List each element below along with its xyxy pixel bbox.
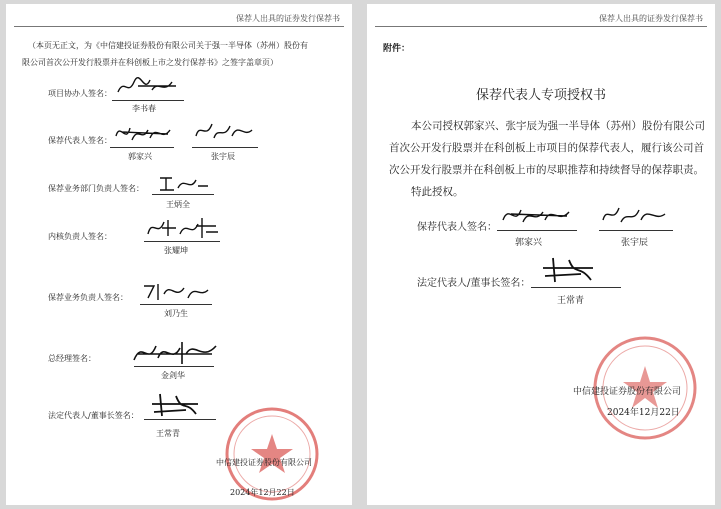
signature-page-left — [6, 4, 352, 505]
signature-zhang-yuchen — [192, 116, 258, 146]
attachment-label: 附件： — [383, 44, 411, 54]
signer-name: 王炳全 — [166, 200, 190, 209]
rep-sign-label: 保荐代表人签名： — [417, 222, 497, 233]
signature-li-shuchun — [114, 72, 184, 100]
company-name: 中信建投证券股份有限公司 — [216, 458, 312, 467]
company-name: 中信建投证券股份有限公司 — [573, 387, 682, 397]
signature-zhang-yaokun — [144, 214, 224, 242]
page-header: 保荐人出具的证券发行保荐书 — [236, 14, 340, 23]
signature-wang-changqing — [537, 254, 601, 286]
sign-line — [140, 304, 212, 305]
dept-head-sign-label: 保荐业务部门负责人签名： — [48, 184, 144, 193]
signer-name: 王常青 — [557, 296, 585, 306]
sign-line — [144, 241, 220, 242]
doc-title: 保荐代表人专项授权书 — [475, 88, 606, 103]
note-line-1: （本页无正文，为《中信建投证券股份有限公司关于强一半导体（苏州）股份有 — [28, 41, 308, 50]
business-head-sign-label: 保荐业务负责人签名： — [48, 293, 128, 302]
sign-line — [112, 100, 184, 101]
signature-liu-naisheng — [140, 278, 212, 304]
signature-wang-bingquan — [156, 172, 212, 194]
signature-wang-changqing — [146, 390, 206, 420]
authorization-page-right — [367, 4, 715, 505]
sign-line — [599, 230, 673, 231]
sign-date: 2024年12月22日 — [230, 488, 295, 497]
signature-jin-jianhua — [128, 336, 224, 370]
gm-sign-label: 总经理签名： — [48, 354, 96, 363]
signer-name: 郭家兴 — [515, 238, 543, 248]
signer-name: 郭家兴 — [128, 152, 152, 161]
signer-name: 金剑华 — [161, 371, 185, 380]
sign-line — [110, 147, 174, 148]
chairman-sign-label: 法定代表人/董事长签名： — [417, 278, 531, 289]
signature-guo-jiaxing — [112, 118, 174, 148]
sign-line — [152, 194, 214, 195]
signer-name: 李书春 — [132, 104, 156, 113]
body-line: 次公开发行股票并在科创板上市的尽职推荐和持续督导的保荐职责。 — [389, 164, 704, 176]
body-line: 特此授权。 — [411, 186, 464, 198]
sign-line — [531, 287, 621, 288]
body-line: 本公司授权郭家兴、张宇辰为强一半导体（苏州）股份有限公司 — [411, 120, 705, 132]
signer-name: 张宇辰 — [211, 152, 235, 161]
signer-name: 刘乃生 — [164, 309, 188, 318]
assistant-sign-label: 项目协办人签名： — [48, 89, 112, 98]
risk-head-sign-label: 内核负责人签名： — [48, 232, 112, 241]
header-rule — [375, 26, 707, 27]
sign-date: 2024年12月22日 — [607, 408, 680, 418]
signer-name: 张宇辰 — [621, 238, 649, 248]
sign-line — [497, 230, 577, 231]
header-rule — [14, 26, 344, 27]
sign-line — [134, 366, 214, 367]
signer-name: 张耀坤 — [164, 246, 188, 255]
body-line: 首次公开发行股票并在科创板上市项目的保荐代表人，履行该公司首 — [389, 142, 704, 154]
signer-name: 王常青 — [156, 429, 180, 438]
signature-zhang-yuchen — [599, 200, 673, 230]
authorization-body — [389, 115, 705, 203]
rep-sign-label: 保荐代表人签名： — [48, 136, 112, 145]
sign-line — [144, 419, 216, 420]
chairman-sign-label: 法定代表人/董事长签名： — [48, 411, 139, 420]
note-line-2: 限公司首次公开发行股票并在科创板上市之发行保荐书》之签字盖章页） — [22, 58, 278, 67]
sign-line — [192, 147, 258, 148]
signature-guo-jiaxing — [499, 200, 575, 230]
page-header: 保荐人出具的证券发行保荐书 — [599, 14, 703, 23]
